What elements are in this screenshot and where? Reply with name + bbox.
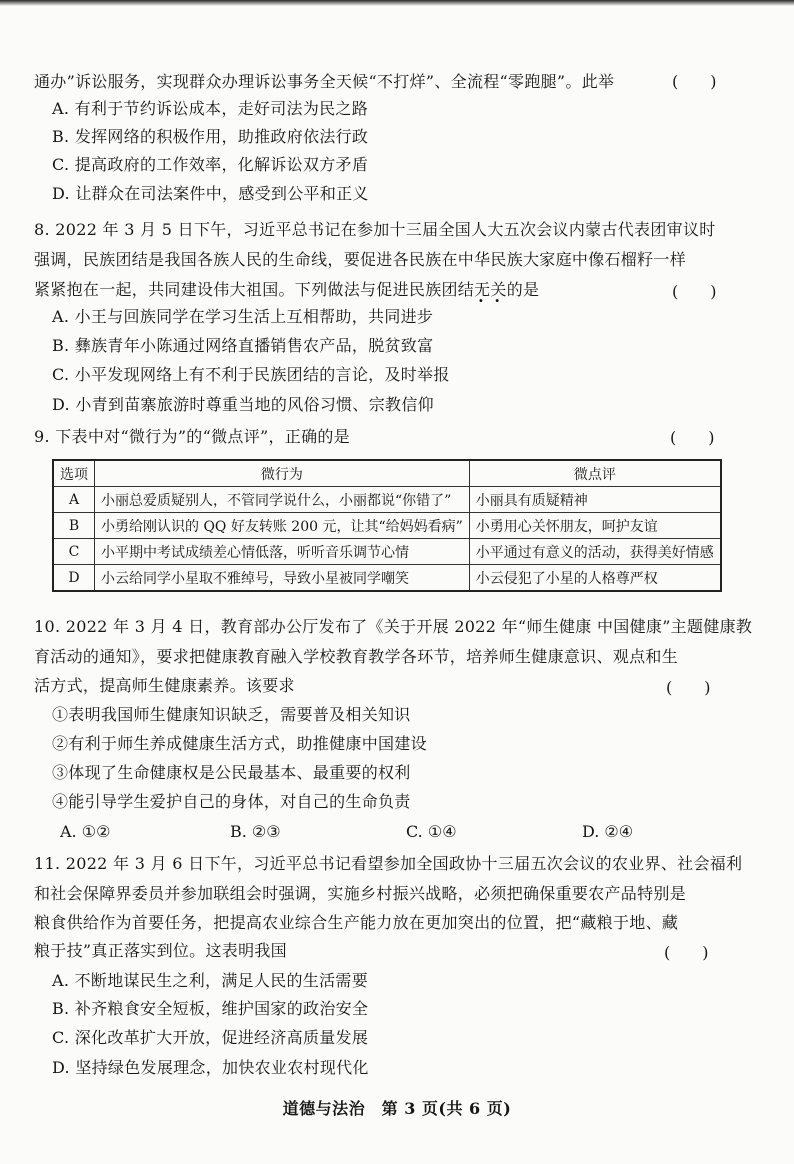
table-row <box>53 539 721 565</box>
q7-option-c: C. 提高政府的工作效率，化解诉讼双方矛盾 <box>52 155 369 174</box>
table-cell-comment: 小勇用心关怀朋友，呵护友谊 <box>469 513 721 539</box>
q9-table <box>52 459 722 592</box>
q11-stem-line1: 11. 2022 年 3 月 6 日下午，习近平总书记看望参加全国政协十三届五次会议的农业界、社会福利 <box>34 854 743 873</box>
table-cell-comment: 小云侵犯了小星的人格尊严权 <box>469 565 721 592</box>
q11-stem-line4: 粮于技”真正落实到位。这表明我国 <box>34 941 287 960</box>
table-header-behavior: 微行为 <box>95 460 470 487</box>
q11-option-b: B. 补齐粮食安全短板，维护国家的政治安全 <box>52 999 369 1018</box>
q10-statement-3: ③体现了生命健康权是公民最基本、最重要的权利 <box>52 763 411 782</box>
q7-answer-paren[interactable]: ( ) <box>672 72 717 91</box>
q11-stem-line2: 和社会保障界委员并参加联组会时强调，实施乡村振兴战略，必须把确保重要农产品特别是 <box>34 884 687 903</box>
q10-stem-line3: 活方式，提高师生健康素养。该要求 <box>34 676 295 695</box>
table-cell-option: D <box>53 565 95 592</box>
q9-answer-paren[interactable]: ( ) <box>670 428 715 447</box>
q11-option-a: A. 不断地谋民生之利，满足人民的生活需要 <box>52 971 369 990</box>
q8-option-a: A. 小王与回族同学在学习生活上互相帮助，共同进步 <box>52 307 434 326</box>
table-header-row <box>53 460 721 487</box>
q8-stem-line2: 强调，民族团结是我国各族人民的生命线，要促进各民族在中华民族大家庭中像石榴籽一样 <box>34 250 687 269</box>
q7-option-a: A. 有利于节约诉讼成本，走好司法为民之路 <box>52 99 369 118</box>
table-cell-behavior: 小勇给刚认识的 QQ 好友转账 200 元，让其“给妈妈看病” <box>95 513 470 539</box>
q10-stem-line2: 育活动的通知》，要求把健康教育融入学校教育教学各环节，培养师生健康意识、观点和生 <box>34 647 679 666</box>
q11-option-c: C. 深化改革扩大开放，促进经济高质量发展 <box>52 1028 369 1047</box>
q10-stem-line1: 10. 2022 年 3 月 4 日，教育部办公厅发布了《关于开展 2022 年“师生健康 中国健康”主题健康教 <box>34 617 753 636</box>
q10-statement-4: ④能引导学生爱护自己的身体，对自己的生命负责 <box>52 792 411 811</box>
q7-option-b: B. 发挥网络的积极作用，助推政府依法行政 <box>52 127 369 146</box>
q8-option-d: D. 小青到苗寨旅游时尊重当地的风俗习惯、宗教信仰 <box>52 395 434 414</box>
q10-answer-paren[interactable]: ( ) <box>666 678 711 697</box>
q10-choice-a: A. ①② <box>60 822 111 841</box>
table-cell-comment: 小平通过有意义的活动，获得美好情感 <box>469 539 721 565</box>
q8-option-c: C. 小平发现网络上有不利于民族团结的言论，及时举报 <box>52 365 450 384</box>
table-row <box>53 565 721 592</box>
q8-stem-line3-end: 的是 <box>506 280 540 299</box>
table-cell-behavior: 小云给同学小星取不雅绰号，导致小星被同学嘲笑 <box>95 565 470 592</box>
q7-option-d: D. 让群众在司法案件中，感受到公平和正义 <box>52 184 369 203</box>
q8-stem-line3-text: 紧紧抱在一起，共同建设伟大祖国。下列做法与促进民族团结 <box>34 280 475 299</box>
q9-stem: 9. 下表中对“微行为”的“微点评”，正确的是 <box>34 427 350 446</box>
table-cell-behavior: 小平期中考试成绩差心情低落，听听音乐调节心情 <box>95 539 470 565</box>
emphasis-dot-char: 关 <box>490 280 507 299</box>
q10-choice-c: C. ①④ <box>406 822 457 841</box>
q11-answer-paren[interactable]: ( ) <box>664 943 709 962</box>
q10-statement-2: ②有利于师生养成健康生活方式，助推健康中国建设 <box>52 734 427 753</box>
q8-stem-line1: 8. 2022 年 3 月 5 日下午，习近平总书记在参加十三届全国人大五次会议内蒙古代表团审议时 <box>34 220 716 239</box>
table-cell-comment: 小丽具有质疑精神 <box>469 487 721 513</box>
table-header-comment: 微点评 <box>469 460 721 487</box>
table-cell-option: B <box>53 513 95 539</box>
q11-stem-line3: 粮食供给作为首要任务，把提高农业综合生产能力放在更加突出的位置，把“藏粮于地、藏 <box>34 913 679 932</box>
emphasis-dot-char: 无 <box>474 280 491 299</box>
table-cell-option: C <box>53 539 95 565</box>
table-row <box>53 513 721 539</box>
table-row <box>53 487 721 513</box>
table-cell-behavior: 小丽总爱质疑别人，不管同学说什么，小丽都说“你错了” <box>95 487 470 513</box>
q11-option-d: D. 坚持绿色发展理念，加快农业农村现代化 <box>52 1058 369 1077</box>
table-cell-option: A <box>53 487 95 513</box>
page-footer: 道德与法治 第 3 页(共 6 页) <box>282 1099 512 1118</box>
q10-choice-d: D. ②④ <box>582 822 634 841</box>
q8-answer-paren[interactable]: ( ) <box>672 282 717 301</box>
table-header-option: 选项 <box>53 460 95 487</box>
q8-option-b: B. 彝族青年小陈通过网络直播销售农产品，脱贫致富 <box>52 336 434 355</box>
q10-statement-1: ①表明我国师生健康知识缺乏，需要普及相关知识 <box>52 705 411 724</box>
q8-stem-line3 <box>34 279 734 301</box>
q10-choice-b: B. ②③ <box>230 822 281 841</box>
q7-stem-continued: 通办”诉讼服务，实现群众办理诉讼事务全天候“不打烊”、全流程“零跑腿”。此举 <box>34 72 615 91</box>
